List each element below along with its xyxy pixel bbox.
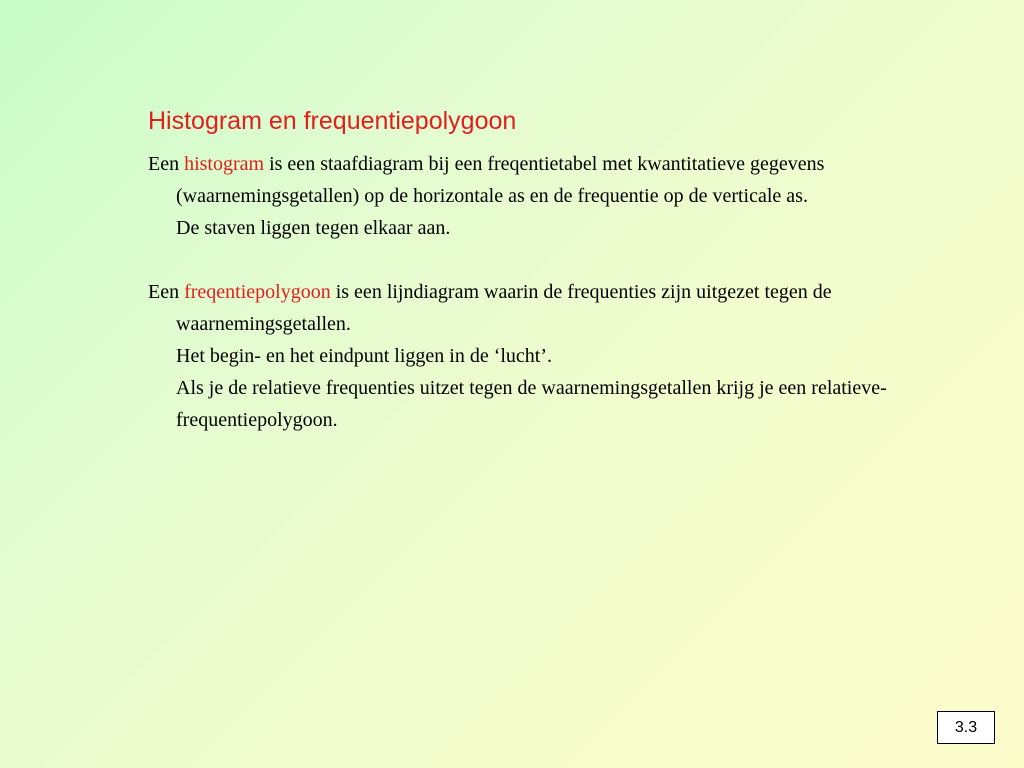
paragraph-frequentiepolygoon-text: is een lijndiagram waarin de frequenties zijn uitgezet tegen de waarnemingsgetallen.: [176, 281, 832, 335]
slide-body: [148, 148, 948, 436]
slide-title: Histogram en frequentiepolygoon: [148, 107, 517, 135]
term-frequentiepolygoon: freqentiepolygoon: [184, 281, 331, 303]
slide-number-box: 3.3: [937, 711, 995, 744]
paragraph-frequentiepolygoon-lead: Een: [148, 281, 185, 303]
term-histogram: histogram: [184, 153, 265, 175]
paragraph-histogram-line2: De staven liggen tegen elkaar aan.: [176, 217, 451, 239]
paragraph-frequentiepolygoon: [148, 276, 948, 436]
paragraph-frequentiepolygoon-line3: Als je de relatieve frequenties uitzet tegen de waarnemingsgetallen krijg je een relatieve-frequentiepolygoon.: [176, 377, 887, 431]
paragraph-histogram: [148, 148, 948, 244]
paragraph-frequentiepolygoon-line2: Het begin- en het eindpunt liggen in de ‘lucht’.: [176, 345, 553, 367]
paragraph-histogram-text: is een staafdiagram bij een freqentietabel met kwantitatieve gegevens (waarnemingsgetallen) op de horizontale as en de frequentie op de verticale as.: [176, 153, 825, 207]
paragraph-spacer: [148, 244, 948, 276]
paragraph-histogram-lead: Een: [148, 153, 185, 175]
